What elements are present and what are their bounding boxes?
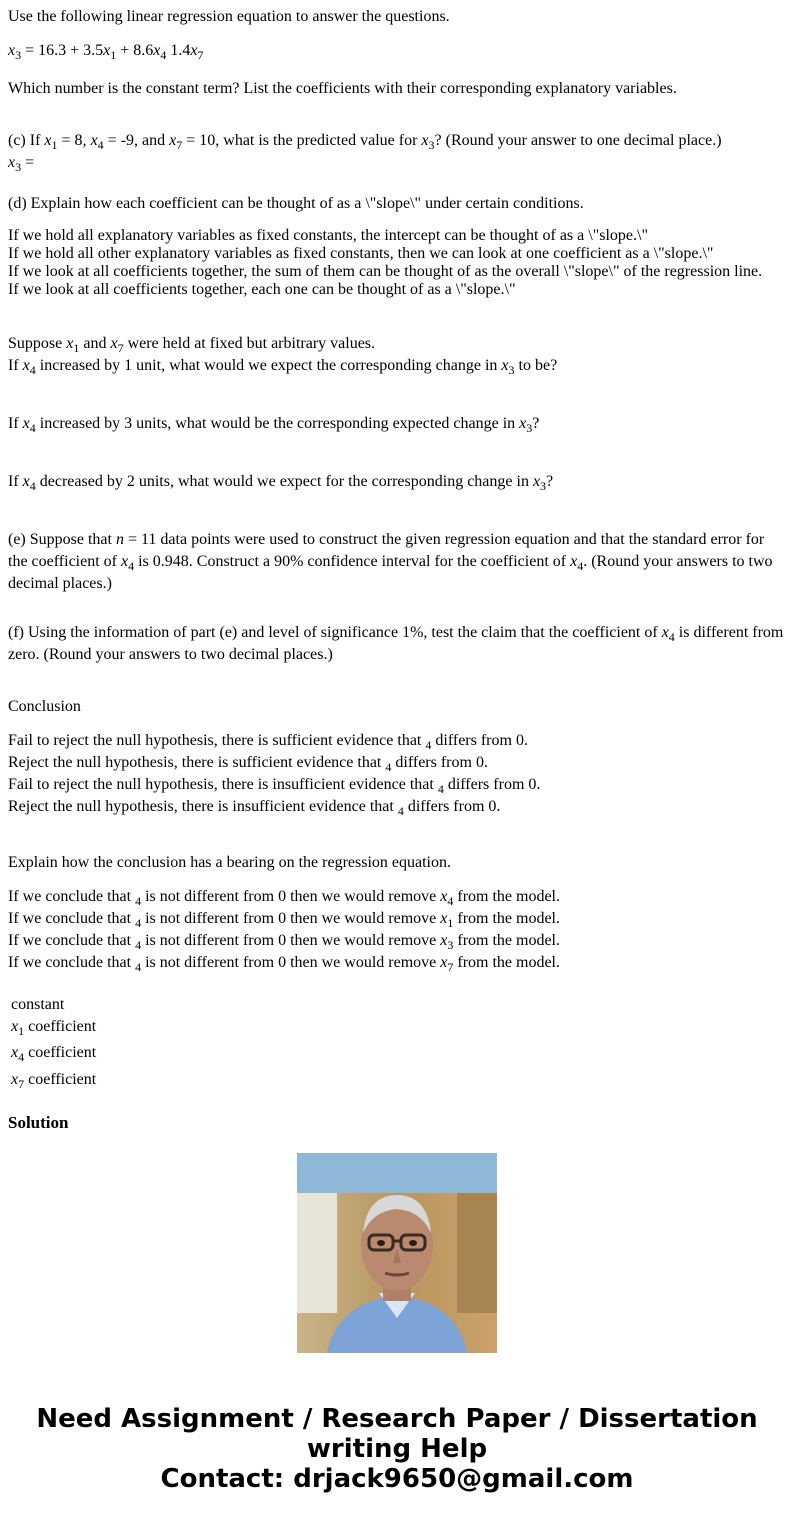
x7-coefficient-label: $x_7$ coefficient	[11, 1071, 97, 1091]
x1-coefficient-label: $x_1$ coefficient	[11, 1018, 97, 1038]
constant-term-question: Which number is the constant term? List the coefficients with their corresponding explanatory variables.	[8, 80, 677, 97]
explain-option-3[interactable]: If we conclude that $_4$ is not different from 0 then we would remove $x_3$ from the model.	[8, 932, 560, 952]
d-option-2[interactable]: If we hold all other explanatory variables as fixed constants, then we can look at one coefficient as a \"slope.\"	[8, 245, 714, 262]
d-option-3[interactable]: If we look at all coefficients together, the sum of them can be thought of as the overall \"slope\" of the regression line.	[8, 263, 763, 280]
conclusion-option-3[interactable]: Fail to reject the null hypothesis, there is insufficient evidence that $_4$ differs from 0.	[8, 776, 541, 796]
solution-heading: Solution	[8, 1113, 69, 1132]
question-content	[8, 0, 788, 1132]
increase-3-question: If $x_4$ increased by 3 units, what would be the corresponding expected change in $x_3$?	[8, 415, 540, 435]
explain-option-1[interactable]: If we conclude that $_4$ is not different from 0 then we would remove $x_4$ from the model.	[8, 888, 560, 908]
regression-equation: $x_3 = 16.3 + 3.5x_1 + 8.6x_4$ $1.4x_7$	[8, 42, 204, 62]
part-e-question: (e) Suppose that n = 11 data points were used to construct the given regression equation and that the standard error for the coefficient of $x_4$ is 0.948. Construct a 90% confidence interval for the coefficient of $x_4$. (Round your answers to two decimal places.)	[8, 531, 773, 592]
banner-contact: Contact: drjack9650@gmail.com	[160, 1464, 634, 1494]
conclusion-option-1[interactable]: Fail to reject the null hypothesis, there is sufficient evidence that $_4$ differs from 0.	[8, 732, 528, 752]
explain-options	[8, 886, 786, 974]
suppose-text: Suppose $x_1$ and $x_7$ were held at fixed but arbitrary values.	[8, 335, 376, 355]
conclusion-options	[8, 730, 786, 818]
constant-label: constant	[11, 996, 65, 1013]
part-f-question: (f) Using the information of part (e) and level of significance 1%, test the claim that the coefficient of $x_4$ is different from zero. (Round your answers to two decimal places.)	[8, 624, 784, 663]
explain-label: Explain how the conclusion has a bearing on the regression equation.	[8, 854, 451, 871]
conclusion-option-4[interactable]: Reject the null hypothesis, there is insufficient evidence that $_4$ differs from 0.	[8, 798, 501, 818]
part-c-question: (c) If $x_1 = 8$, $x_4 = -9$, and $x_7 = 10$, what is the predicted value for $x_3$? (Round your answer to one decimal place.)	[8, 132, 722, 152]
increase-1-question: If $x_4$ increased by 1 unit, what would we expect the corresponding change in $x_3$ to be?	[8, 357, 558, 377]
x4-coefficient-label: $x_4$ coefficient	[11, 1044, 97, 1064]
d-option-4[interactable]: If we look at all coefficients together, each one can be thought of as a \"slope.\"	[8, 281, 516, 298]
intro-text: Use the following linear regression equation to answer the questions.	[8, 8, 450, 25]
banner-line-2: writing Help	[306, 1434, 488, 1464]
decrease-2-question: If $x_4$ decreased by 2 units, what would we expect for the corresponding change in $x_3$?	[8, 473, 554, 493]
author-photo	[297, 1153, 497, 1353]
conclusion-option-2[interactable]: Reject the null hypothesis, there is sufficient evidence that $_4$ differs from 0.	[8, 754, 488, 774]
explain-option-2[interactable]: If we conclude that $_4$ is not different from 0 then we would remove $x_1$ from the model.	[8, 910, 560, 930]
banner-line-1: Need Assignment / Research Paper / Dissertation	[36, 1404, 758, 1434]
conclusion-label: Conclusion	[8, 698, 81, 715]
d-option-1[interactable]: If we hold all explanatory variables as fixed constants, the intercept can be thought of as a \"slope.\"	[8, 227, 648, 244]
part-c-answer-label: $x_3$ =	[8, 154, 35, 174]
part-d-options	[8, 227, 786, 299]
explain-option-4[interactable]: If we conclude that $_4$ is not different from 0 then we would remove $x_7$ from the model.	[8, 954, 560, 974]
part-d-question: (d) Explain how each coefficient can be thought of as a \"slope\" under certain conditions.	[8, 195, 584, 212]
